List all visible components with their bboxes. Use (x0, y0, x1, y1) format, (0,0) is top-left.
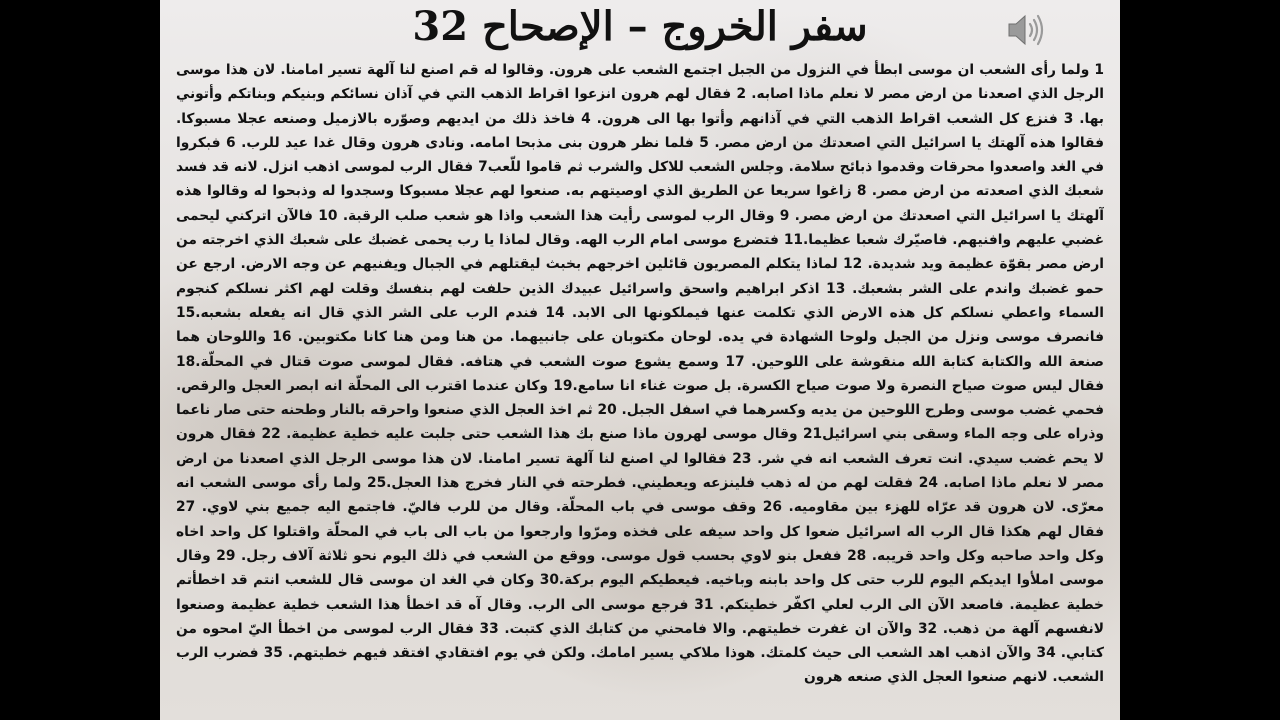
scripture-text: 1 ولما رأى الشعب ان موسى ابطأ في النزول من الجبل اجتمع الشعب على هرون. وقالوا له قم اصنع لنا آلهة تسير امامنا. لان هذا موسى الرجل الذي اصعدنا من ارض مصر لا نعلم ماذا اصابه. 2 فقال لهم هرون انزعوا اقراط الذهب التي في آذان نسائكم وبنيكم وبناتكم وأتوني بها. 3 فنزع كل الشعب اقراط الذهب التي في آذانهم وأتوا بها الى هرون. 4 فاخذ ذلك من ايديهم وصوّره بالازميل وصنعه عجلا مسبوكا. فقالوا هذه آلهتك يا اسرائيل التي اصعدتك من ارض مصر. 5 فلما نظر هرون بنى مذبحا امامه. ونادى هرون وقال غدا عيد للرب. 6 فبكروا في الغد واصعدوا محرقات وقدموا ذبائح سلامة. وجلس الشعب للاكل والشرب ثم قاموا للّعب7 فقال الرب لموسى اذهب انزل. لانه قد فسد شعبك الذي اصعدته من ارض مصر. 8 زاغوا سريعا عن الطريق الذي اوصيتهم به. صنعوا لهم عجلا مسبوكا وسجدوا له وذبحوا له وقالوا هذه آلهتك يا اسرائيل التي اصعدتك من ارض مصر. 9 وقال الرب لموسى رأيت هذا الشعب واذا هو شعب صلب الرقبة. 10 فالآن اتركني ليحمى غضبي عليهم وافنيهم. فاصيّرك شعبا عظيما.11 فتضرع موسى امام الرب الهه. وقال لماذا يا رب يحمى غضبك على شعبك الذي اخرجته من ارض مصر بقوّة عظيمة ويد شديدة. 12 لماذا يتكلم المصريون قائلين اخرجهم بخبث ليقتلهم في الجبال ويفنيهم عن وجه الارض. ارجع عن حمو غضبك واندم على الشر بشعبك. 13 اذكر ابراهيم واسحق واسرائيل عبيدك الذين حلفت لهم بنفسك وقلت لهم اكثر نسلكم كنجوم السماء واعطي نسلكم كل هذه الارض الذي تكلمت عنها فيملكونها الى الابد. 14 فندم الرب على الشر الذي قال انه يفعله بشعبه.15 فانصرف موسى ونزل من الجبل ولوحا الشهادة في يده. لوحان مكتوبان على جانبيهما. من هنا ومن هنا كانا مكتوبين. 16 واللوحان هما صنعة الله والكتابة كتابة الله منقوشة على اللوحين. 17 وسمع يشوع صوت الشعب في هتافه. فقال لموسى صوت قتال في المحلّة.18 فقال ليس صوت صياح النصرة ولا صوت صياح الكسرة. بل صوت غناء انا سامع.19 وكان عندما اقترب الى المحلّة انه ابصر العجل والرقص. فحمي غضب موسى وطرح اللوحين من يديه وكسرهما في اسفل الجبل. 20 ثم اخذ العجل الذي صنعوا واحرقه بالنار وطحنه حتى صار ناعما وذراه على وجه الماء وسقى بني اسرائيل21 وقال موسى لهرون ماذا صنع بك هذا الشعب حتى جلبت عليه خطية عظيمة. 22 فقال هرون لا يحم غضب سيدي. انت تعرف الشعب انه في شر. 23 فقالوا لي اصنع لنا آلهة تسير امامنا. لان هذا موسى الرجل الذي اصعدنا من ارض مصر لا نعلم ماذا اصابه. 24 فقلت لهم من له ذهب فلينزعه ويعطيني. فطرحته في النار فخرج هذا العجل.25 ولما رأى موسى الشعب انه معرّى. لان هرون قد عرّاه للهزء بين مقاوميه. 26 وقف موسى في باب المحلّة. وقال من للرب فاليّ. فاجتمع اليه جميع بني لاوي. 27 فقال لهم هكذا قال الرب اله اسرائيل ضعوا كل واحد سيفه على فخذه ومرّوا وارجعوا من باب الى باب في المحلّة واقتلوا كل واحد اخاه وكل واحد صاحبه وكل واحد قريبه. 28 ففعل بنو لاوي بحسب قول موسى. ووقع من الشعب في ذلك اليوم نحو ثلاثة آلاف رجل. 29 وقال موسى املأوا ايديكم اليوم للرب حتى كل واحد بابنه وباخيه. فيعطيكم اليوم بركة.30 وكان في الغد ان موسى قال للشعب انتم قد اخطأتم خطية عظيمة. فاصعد الآن الى الرب لعلي اكفّر خطيتكم. 31 فرجع موسى الى الرب. وقال آه قد اخطأ هذا الشعب خطية عظيمة وصنعوا لانفسهم آلهة من ذهب. 32 والآن ان غفرت خطيتهم. والا فامحني من كتابك الذي كتبت. 33 فقال الرب لموسى من اخطأ اليّ امحوه من كتابي. 34 والآن اذهب اهد الشعب الى حيث كلمتك. هوذا ملاكي يسير امامك. ولكن في يوم افتقادي افتقد فيهم خطيتهم. 35 فضرب الرب الشعب. لانهم صنعوا العجل الذي صنعه هرون (176, 62, 1104, 686)
slide (160, 0, 1120, 720)
slide-title: سفر الخروج – الإصحاح 32 (412, 3, 868, 50)
speaker-icon[interactable] (1005, 10, 1049, 50)
